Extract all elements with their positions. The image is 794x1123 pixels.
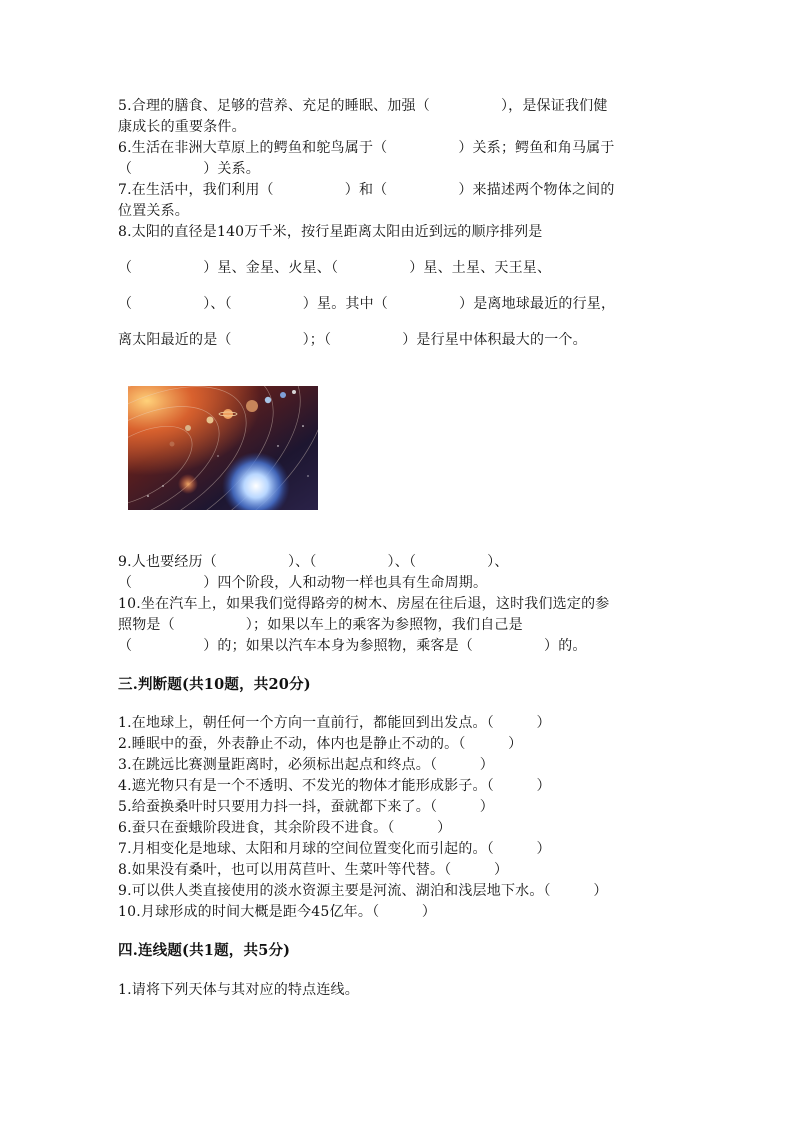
question-8-line-1: 8.太阳的直径是140万千米，按行星距离太阳由近到远的顺序排列是 [118,224,543,240]
question-5-line-2: 康成长的重要条件。 [118,119,246,135]
judge-item-4: 4.遮光物只有是一个不透明、不发光的物体才能形成影子。（ ） [118,778,551,794]
question-8-line-2: （ ）星、金星、火星、（ ）星、土星、天王星、 [118,260,552,276]
section-3-heading: 三.判断题(共10题，共20分) [118,676,311,693]
judge-item-1: 1.在地球上，朝任何一个方向一直前行，都能回到出发点。（ ） [118,715,551,731]
judge-item-8: 8.如果没有桑叶，也可以用莴苣叶、生菜叶等代替。（ ） [118,862,509,878]
judge-item-3: 3.在跳远比赛测量距离时，必须标出起点和终点。（ ） [118,757,494,773]
question-7-line-1: 7.在生活中，我们利用（ ）和（ ）来描述两个物体之间的 [118,182,615,198]
solar-system-illustration-icon [128,386,318,510]
judge-item-2: 2.睡眠中的蚕，外表静止不动，体内也是静止不动的。（ ） [118,736,523,752]
question-10-line-3: （ ）的；如果以汽车本身为参照物，乘客是（ ）的。 [118,638,587,654]
question-10-line-2: 照物是（ ）；如果以车上的乘客为参照物，我们自己是 [118,617,523,633]
question-6-line-1: 6.生活在非洲大草原上的鳄鱼和鸵鸟属于（ ）关系；鳄鱼和角马属于 [118,140,615,156]
judge-item-5: 5.给蚕换桑叶时只要用力抖一抖，蚕就都下来了。（ ） [118,799,494,815]
question-10-line-1: 10.坐在汽车上，如果我们觉得路旁的树木、房屋在往后退，这时我们选定的参 [118,596,610,612]
matching-item-1: 1.请将下列天体与其对应的特点连线。 [118,982,359,998]
question-9-line-2: （ ）四个阶段，人和动物一样也具有生命周期。 [118,575,488,591]
judge-item-6: 6.蚕只在蚕蛾阶段进食，其余阶段不进食。（ ） [118,820,452,836]
question-9-line-1: 9.人也要经历（ ）、（ ）、（ ）、 [118,554,509,570]
question-5-line-1: 5.合理的膳食、足够的营养、充足的睡眠、加强（ ），是保证我们健 [118,98,608,114]
judge-item-9: 9.可以供人类直接使用的淡水资源主要是河流、湖泊和浅层地下水。（ ） [118,883,608,899]
question-6-line-2: （ ）关系。 [118,161,260,177]
judge-item-10: 10.月球形成的时间大概是距今45亿年。（ ） [118,904,437,920]
section-4-heading: 四.连线题(共1题，共5分) [118,942,291,959]
judge-item-7: 7.月相变化是地球、太阳和月球的空间位置变化而引起的。（ ） [118,841,551,857]
question-8-line-3: （ ）、（ ）星。其中（ ）是离地球最近的行星， [118,296,616,312]
question-8-line-4: 离太阳最近的是（ ）；（ ）是行星中体积最大的一个。 [118,332,587,348]
question-7-line-2: 位置关系。 [118,203,189,219]
